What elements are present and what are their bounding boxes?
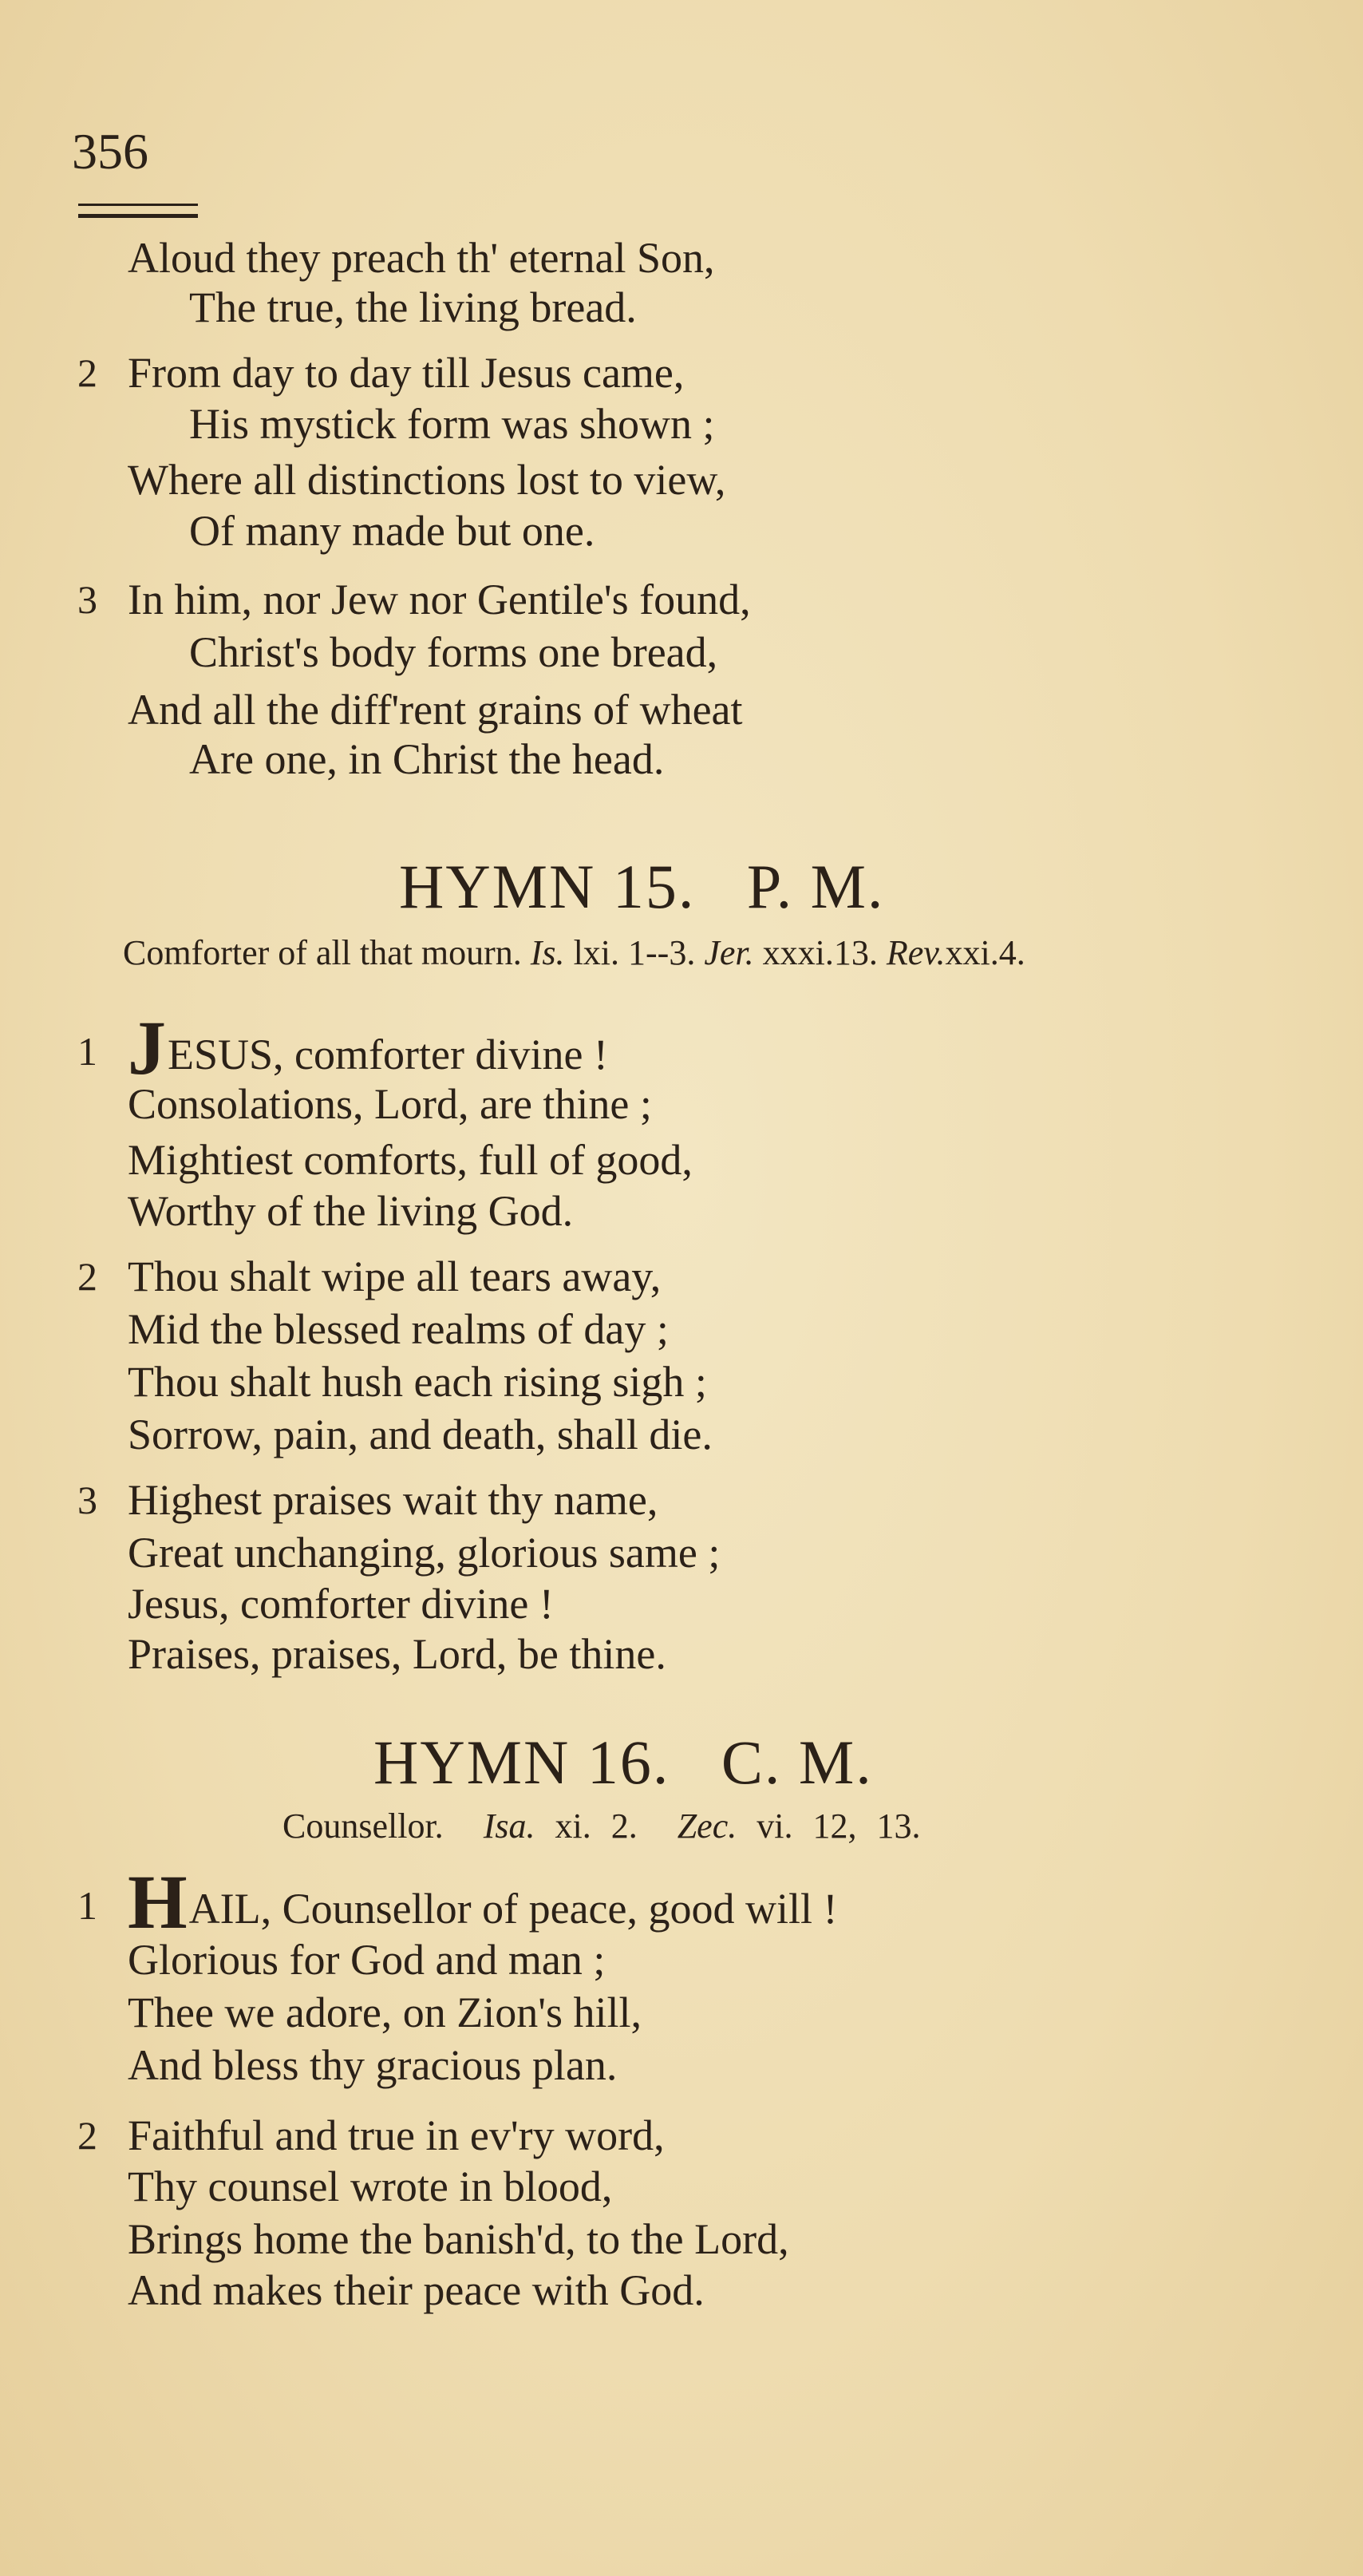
verse-line: Thou shalt wipe all tears away,: [128, 1252, 662, 1300]
verse-line: Thou shalt hush each rising sigh ;: [128, 1358, 707, 1406]
verse-line: And all the diff'rent grains of wheat: [128, 686, 743, 734]
verse-line: Brings home the banish'd, to the Lord,: [128, 2215, 789, 2263]
verse-line: Thee we adore, on Zion's hill,: [128, 1988, 642, 2036]
ref-book: Is.: [530, 933, 565, 972]
ref-book: Jer.: [704, 933, 754, 972]
hymn-meter: C. M.: [721, 1727, 873, 1797]
verse-number: 1: [77, 1883, 97, 1928]
verse-line-text: AIL, Counsellor of peace, good will !: [188, 1885, 838, 1933]
verse-line: Faithful and true in ev'ry word,: [128, 2111, 665, 2159]
ref-text: vi. 12, 13.: [757, 1806, 921, 1846]
ref-book: Rev.: [886, 933, 946, 972]
verse-line: Praises, praises, Lord, be thine.: [128, 1630, 666, 1678]
hymn-heading: [399, 852, 885, 921]
verse-line: Glorious for God and man ;: [128, 1936, 606, 1984]
verse-line: Jesus, comforter divine !: [128, 1580, 554, 1628]
hymn-title: HYMN 16.: [373, 1727, 670, 1797]
header-rule: [78, 204, 198, 218]
verse-number: 3: [77, 577, 97, 622]
verse-line: Of many made but one.: [189, 507, 595, 555]
verse-line: Mightiest comforts, full of good,: [128, 1136, 693, 1184]
verse-line: Worthy of the living God.: [128, 1187, 574, 1235]
verse-line: Aloud they preach th' eternal Son,: [128, 234, 715, 282]
ref-text: xxi.4.: [945, 933, 1025, 972]
verse-line-text: ESUS, comforter divine !: [168, 1031, 608, 1078]
verse-line: Are one, in Christ the head.: [189, 735, 665, 783]
verse-line: Great unchanging, glorious same ;: [128, 1529, 721, 1577]
ref-text: lxi. 1--3.: [573, 933, 696, 972]
verse-number: 3: [77, 1478, 97, 1522]
hymn-subtitle: [282, 1806, 921, 1846]
ref-book: Zec.: [677, 1806, 737, 1846]
verse-line: In him, nor Jew nor Gentile's found,: [128, 576, 751, 623]
verse-line: And bless thy gracious plan.: [128, 2041, 618, 2089]
verse-number: 1: [77, 1029, 97, 1074]
verse-line: Where all distinctions lost to view,: [128, 456, 726, 504]
hymn-title: HYMN 15.: [399, 852, 696, 921]
verse-line: Mid the blessed realms of day ;: [128, 1305, 669, 1353]
ref-text: xi. 2.: [555, 1806, 638, 1846]
verse-number: 2: [77, 350, 97, 395]
verse-line: Christ's body forms one bread,: [189, 628, 718, 676]
verse-line: [128, 1005, 608, 1090]
verse-line: [128, 1859, 838, 1945]
verse-line: The true, the living bread.: [189, 283, 637, 331]
verse-line: Consolations, Lord, are thine ;: [128, 1080, 652, 1128]
verse-number: 2: [77, 2113, 97, 2158]
verse-line: His mystick form was shown ;: [189, 400, 715, 448]
ref-text: xxxi.13.: [762, 933, 878, 972]
subtitle-text: Comforter of all that mourn.: [123, 933, 522, 972]
hymn-heading: [373, 1727, 873, 1797]
subtitle-text: Counsellor.: [282, 1806, 444, 1846]
verse-line: Highest praises wait thy name,: [128, 1476, 658, 1524]
verse-line: Sorrow, pain, and death, shall die.: [128, 1411, 713, 1458]
verse-line: Thy counsel wrote in blood,: [128, 2162, 613, 2210]
hymn-subtitle: [123, 933, 1025, 972]
hymn-meter: P. M.: [746, 852, 885, 921]
drop-cap: J: [128, 1005, 166, 1090]
ref-book: Isa.: [483, 1806, 535, 1846]
verse-number: 2: [77, 1254, 97, 1299]
drop-cap: H: [128, 1859, 188, 1945]
page-number: 356: [72, 123, 148, 180]
verse-line: From day to day till Jesus came,: [128, 349, 685, 397]
verse-line: And makes their peace with God.: [128, 2266, 705, 2314]
